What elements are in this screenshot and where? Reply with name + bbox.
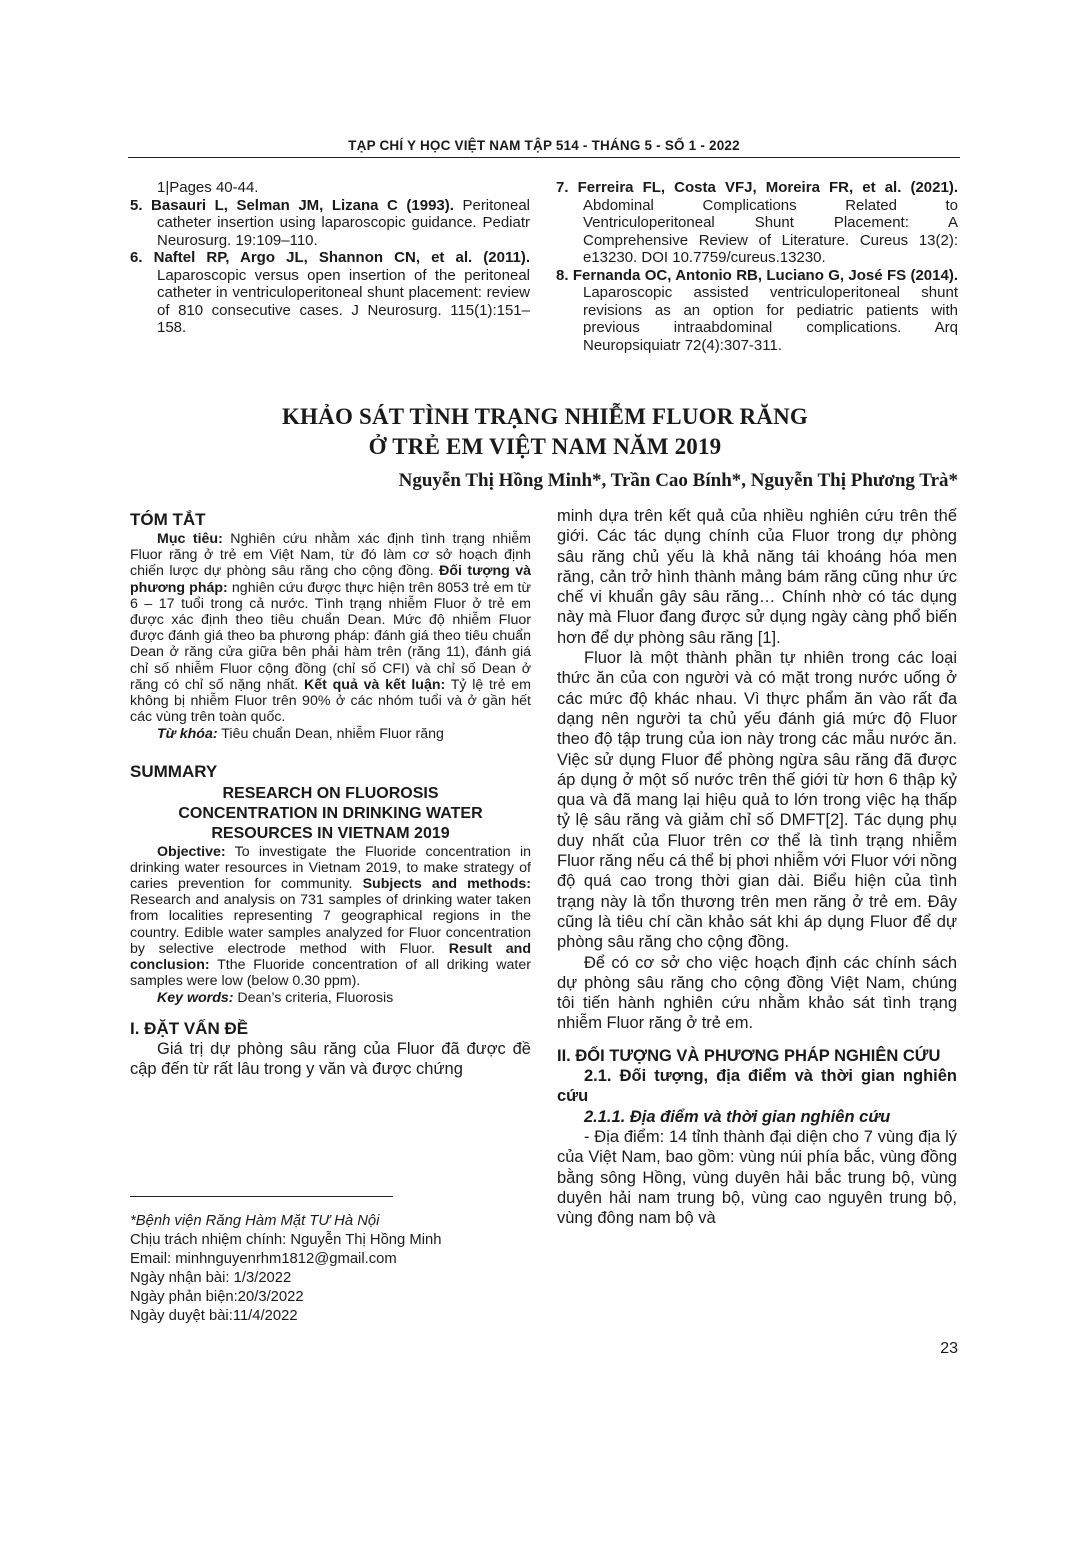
intro-paragraph-continued: minh dựa trên kết quả của nhiều nghiên cứu trên thế giới. Các tác dụng chính của Fluor trong dự phòng sâu răng chủ yếu là khả năng tái khoáng hóa men răng, cản trở hình thành mảng bám răng cũng như ức chế vi khuẩn gây sâu răng… Chính nhờ có tác dụng này mà Fluor đang được sử dụng ngày càng phổ biến hơn để dự phòng sâu răng [1].	[557, 507, 957, 647]
footnote-affiliation: *Bệnh viện Răng Hàm Mặt TƯ Hà Nội	[130, 1213, 380, 1229]
tomtat-heading: TÓM TẮT	[130, 510, 206, 529]
summary-heading: SUMMARY	[130, 761, 218, 781]
authors: Nguyễn Thị Hồng Minh*, Trần Cao Bính*, Nguyễn Thị Phương Trà*	[398, 470, 958, 491]
section-1-body	[130, 1039, 531, 1080]
summary-title-line-1: RESEARCH ON FLUOROSIS	[222, 784, 439, 802]
section-1-heading: I. ĐẶT VẤN ĐỀ	[130, 1018, 249, 1038]
left-column	[130, 510, 531, 1079]
right-column	[557, 506, 957, 1228]
reference-item: 8. Fernanda OC, Antonio RB, Luciano G, José FS (2014). Laparoscopic assisted ventriculoperitoneal shunt revisions as an option for pediatric patients with previous intraabdominal complications. Arq Neuropsiquiatr 72(4):307-311.	[556, 266, 958, 354]
journal-header: TẠP CHÍ Y HỌC VIỆT NAM TẬP 514 - THÁNG 5 - SỐ 1 - 2022	[348, 138, 740, 153]
article-title-line-1: KHẢO SÁT TÌNH TRẠNG NHIỄM FLUOR RĂNG	[281, 404, 809, 429]
summary-title-line-3: RESOURCES IN VIETNAM 2019	[211, 824, 450, 842]
reference-item: 7. Ferreira FL, Costa VFJ, Moreira FR, et al. (2021). Abdominal Complications Related to Ventriculoperitoneal Shunt Placement: A Comprehensive Review of Literature. Cureus 13(2): e13230. DOI 10.7759/cureus.13230.	[556, 179, 958, 266]
tomtat-keywords: Từ khóa: Tiêu chuẩn Dean, nhiễm Fluor răng	[157, 726, 444, 743]
subsection-2-1-1-heading: 2.1.1. Địa điểm và thời gian nghiên cứu	[584, 1107, 891, 1126]
intro-paragraph: Fluor là một thành phần tự nhiên trong các loại thức ăn của con người và có mặt trong nước uống ở các mức độ khác nhau. Vì thực phẩm ăn vào rất đa dạng nên người ta chủ yếu đánh giá mức độ Fluor theo độ tập trung của ion này trong các mẫu nước ăn. Việc sử dụng Fluor để phòng ngừa sâu răng đã được áp dụng ở một số nước trên thế giới từ hơn 6 thập kỷ qua và đã mang lại hiệu quả to lớn trong việc hạ thấp tỷ lệ sâu răng và giảm chỉ số DMFT[2]. Tác dụng phụ duy nhất của Fluor trên cơ thể là tình trạng nhiễm Fluor răng nếu cá thể bị phơi nhiễm với Fluor với nồng độ quá cao trong thời gian dài. Biểu hiện của tình trạng này là tổn thương trên men răng ở trẻ em. Đây cũng là tiêu chí cần khảo sát khi áp dụng Fluor để dự phòng sâu răng cho cộng đồng.	[557, 649, 957, 952]
reference-continuation: 1|Pages 40-44.	[157, 179, 259, 196]
section-1-paragraph: Giá trị dự phòng sâu răng của Fluor đã được đề cập đến từ rất lâu trong y văn và được chứng	[130, 1039, 531, 1078]
summary-title-line-2: CONCENTRATION IN DRINKING WATER	[178, 804, 483, 822]
tomtat-paragraph: Mục tiêu: Nghiên cứu nhằm xác định tình trạng nhiễm Fluor răng ở trẻ em Việt Nam, từ đó làm cơ sở hoạch định chiến lược dự phòng sâu răng cho cộng đồng. Đối tượng và phương pháp: nghiên cứu được thực hiện trên 8053 trẻ em từ 6 – 17 tuổi trong cả nước. Tình trạng nhiễm Fluor ở trẻ em được xác định theo tiêu chuẩn Dean. Mức độ nhiễm Fluor được đánh giá theo ba phương pháp: đánh giá theo tiêu chuẩn Dean ở răng cửa giữa bên phải hàm trên (răng 11), đánh giá chỉ số nhiễm Fluor cộng đồng (chỉ số CFI) và chỉ số Dean ở răng có chỉ số nặng nhất. Kết quả và kết luận: Tỷ lệ trẻ em không bị nhiễm Fluor trên 90% ở các nhóm tuổi và ở gần hết các vùng trên toàn quốc.	[130, 531, 532, 726]
reference-item: 6. Naftel RP, Argo JL, Shannon CN, et al. (2011). Laparoscopic versus open insertion of the peritoneal catheter in ventriculoperitoneal shunt placement: review of 810 consecutive cases. J Neurosurg. 115(1):151–158.	[130, 249, 531, 336]
location-paragraph: - Địa điểm: 14 tỉnh thành đại diện cho 7 vùng địa lý của Việt Nam, bao gồm: vùng núi phía bắc, vùng đồng bằng sông Hồng, vùng duyên hải bắc trung bộ, vùng duyên hải nam trung bộ, vùng cao nguyên trung bộ, vùng đông nam bộ và	[557, 1127, 957, 1228]
footnote-received: Ngày nhận bài: 1/3/2022	[130, 1270, 292, 1286]
references-right	[556, 179, 958, 354]
summary-keywords: Key words: Dean’s criteria, Fluorosis	[157, 990, 394, 1007]
footnote-reviewed: Ngày phản biện:20/3/2022	[130, 1289, 304, 1305]
page-number: 23	[940, 1340, 958, 1357]
header-rule	[128, 157, 960, 158]
reference-item: 5. Basauri L, Selman JM, Lizana C (1993). Peritoneal catheter insertion using laparoscopic guidance. Pediatr Neurosurg. 19:109–110.	[130, 196, 531, 249]
tomtat-body	[130, 531, 531, 743]
footnote-email: Email: minhnguyenrhm1812@gmail.com	[130, 1251, 397, 1267]
article-title-line-2: Ở TRẺ EM VIỆT NAM NĂM 2019	[368, 434, 722, 459]
footnote	[130, 1212, 441, 1326]
footnote-rule	[130, 1196, 393, 1197]
intro-paragraph: Để có cơ sở cho việc hoạch định các chính sách dự phòng sâu răng cho cộng đồng Việt Nam, chúng tôi tiến hành nghiên cứu nhằm khảo sát tình trạng nhiễm Fluor răng ở trẻ em.	[557, 953, 957, 1033]
summary-paragraph: Objective: To investigate the Fluoride concentration in drinking water resources in Vietnam 2019, to make strategy of caries prevention for community. Subjects and methods: Research and analysis on 731 samples of drinking water taken from localities representing 7 geographical regions in the country. Edible water samples analyzed for Fluor concentration by selective electrode method with Fluor. Result and conclusion: Tthe Fluoride concentration of all driking water samples were low (below 0.30 ppm).	[130, 843, 531, 990]
summary-body	[130, 844, 531, 1007]
references-left	[130, 179, 530, 337]
section-2-heading: II. ĐỐI TƯỢNG VÀ PHƯƠNG PHÁP NGHIÊN CỨU	[557, 1046, 941, 1065]
footnote-responsible: Chịu trách nhiệm chính: Nguyễn Thị Hồng Minh	[130, 1232, 442, 1248]
subsection-2-1-heading: 2.1. Đối tượng, địa điểm và thời gian nghiên cứu	[557, 1067, 957, 1106]
footnote-accepted: Ngày duyệt bài:11/4/2022	[130, 1308, 298, 1324]
